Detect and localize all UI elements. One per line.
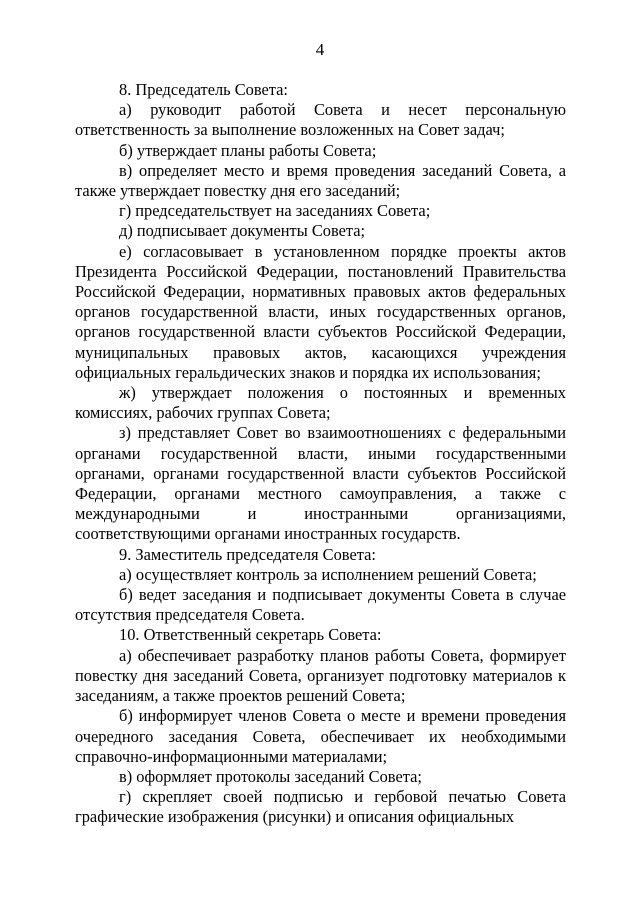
section-8-item-e: е) согласовывает в установленном порядке проекты актов Президента Российской Федерации, постановлений Правительства Российской Федерации, нормативных правовых актов федеральных органов государственной власти, иных государственных органов, органов государственной власти субъектов Российской Федерации, муниципальных правовых актов, касающихся учреждения официальных геральдических знаков и порядка их использования;: [75, 241, 566, 382]
section-9-item-b: б) ведет заседания и подписывает документы Совета в случае отсутствия председателя Совета.: [75, 585, 566, 625]
section-9-item-a: а) осуществляет контроль за исполнением решений Совета;: [119, 564, 537, 584]
section-10-item-b: б) информирует членов Совета о месте и времени проведения очередного заседания Совета, обеспечивает их необходимыми справочно-информационными материалами;: [75, 706, 566, 766]
document-body: [75, 80, 566, 828]
section-10-item-v: в) оформляет протоколы заседаний Совета;: [119, 766, 422, 786]
section-9-heading: 9. Заместитель председателя Совета:: [119, 544, 376, 564]
section-8-item-zh: ж) утверждает положения о постоянных и временных комиссиях, рабочих группах Совета;: [75, 383, 566, 423]
section-8-item-v: в) определяет место и время проведения заседаний Совета, а также утверждает повестку дня его заседаний;: [75, 160, 566, 201]
section-10-heading: 10. Ответственный секретарь Совета:: [119, 625, 382, 645]
section-10-item-a: а) обеспечивает разработку планов работы Совета, формирует повестку дня заседаний Совета, организует подготовку материалов к заседаниям, а также проектов решений Совета;: [75, 645, 566, 706]
page-number: 4: [315, 40, 325, 59]
section-8-item-g: г) председательствует на заседаниях Совета;: [119, 201, 431, 221]
section-8-item-z: з) представляет Совет во взаимоотношениях с федеральными органами государственной власти, иными государственными органами, органами государственной власти субъектов Российской Федерации, органами местного самоуправления, а также с международными и иностранными организациями, соответствующими органами иностранных государств.: [75, 423, 566, 544]
section-8-heading: 8. Председатель Совета:: [119, 80, 288, 99]
section-8-item-a: а) руководит работой Совета и несет персональную ответственность за выполнение возложенных на Совет задач;: [75, 100, 566, 140]
section-10-item-g: г) скрепляет своей подписью и гербовой печатью Совета графические изображения (рисунки) и описания официальных: [75, 787, 566, 827]
section-8-item-b: б) утверждает планы работы Совета;: [119, 140, 377, 160]
section-8-item-d: д) подписывает документы Совета;: [119, 221, 366, 241]
